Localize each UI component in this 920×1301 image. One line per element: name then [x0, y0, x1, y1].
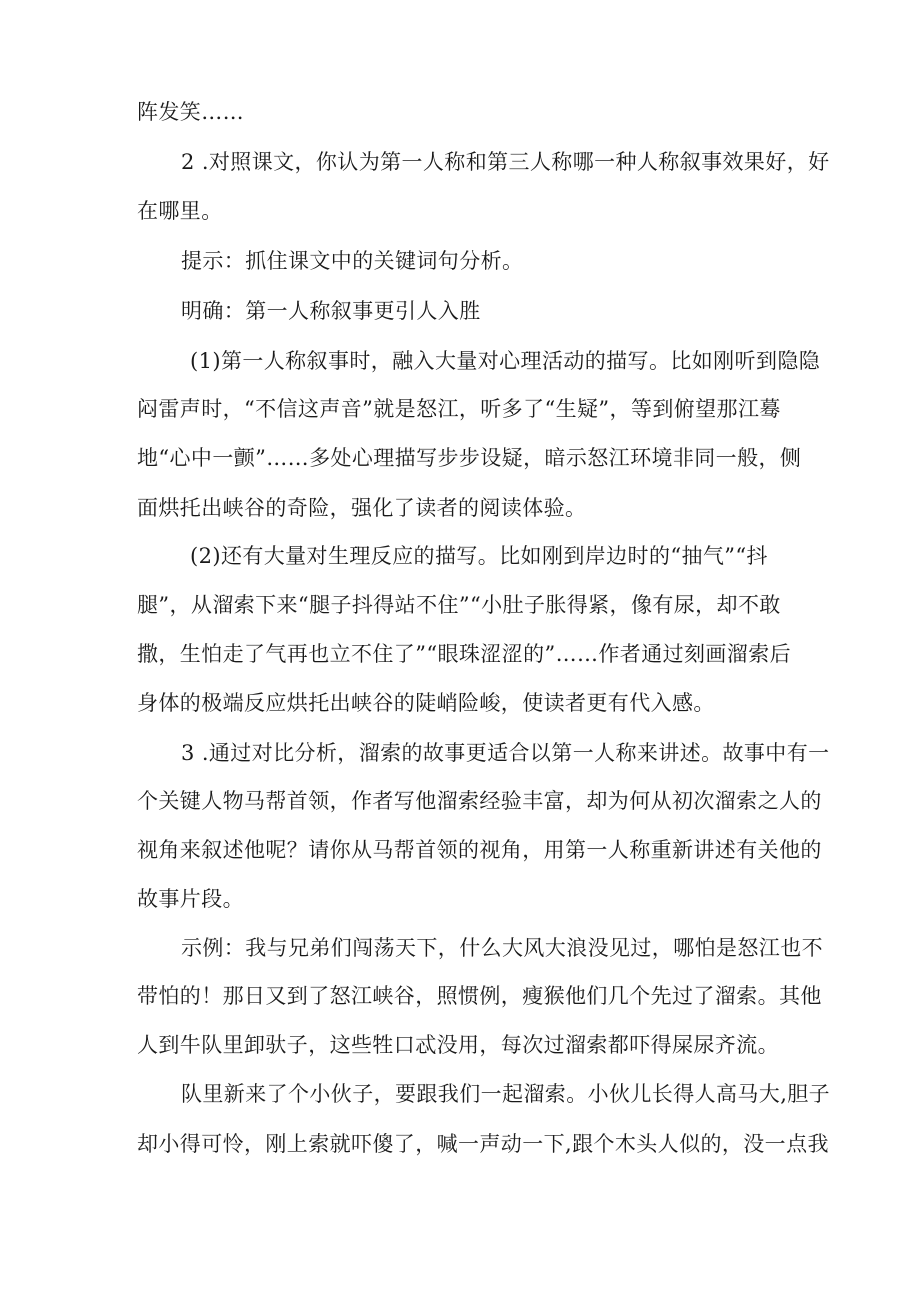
text-line: 身体的极端反应烘托出峡谷的陡峭险峻，使读者更有代入感。	[137, 691, 715, 715]
text-line: 闷雷声时，“不信这声音”就是怒江，听多了“生疑”，等到俯望那江蓦	[137, 397, 781, 421]
text-line: 视角来叙述他呢？请你从马帮首领的视角，用第一人称重新讲述有关他的	[137, 838, 822, 862]
text-line: 带怕的！那日又到了怒江峡谷，照惯例，瘦猴他们几个先过了溜索。其他	[137, 984, 822, 1008]
example-line: 示例：我与兄弟们闯荡天下，什么大风大浪没见过，哪怕是怒江也不	[181, 936, 823, 960]
question-2-line: 2 .对照课文，你认为第一人称和第三人称哪一种人称叙事效果好，好	[181, 150, 830, 174]
text-line: 在哪里。	[137, 199, 223, 223]
text-line: 撒，生怕走了气再也立不住了”“眼珠涩涩的”……作者通过刻画溜索后	[137, 642, 792, 666]
point-2-line: (2)还有大量对生理反应的描写。比如刚到岸边时的“抽气”“抖	[190, 544, 768, 568]
text-line: 人到牛队里卸驮子，这些牲口忒没用，每次过溜索都吓得屎尿齐流。	[137, 1033, 779, 1057]
question-3-line: 3 .通过对比分析，溜索的故事更适合以第一人称来讲述。故事中有一	[181, 741, 830, 765]
text-line: 故事片段。	[137, 887, 244, 911]
text-line: 个关键人物马帮首领，作者写他溜索经验丰富，却为何从初次溜索之人的	[137, 789, 822, 813]
text-line: 阵发笑……	[137, 100, 244, 124]
text-line: 面烘托出峡谷的奇险，强化了读者的阅读体验。	[137, 496, 587, 520]
answer-line: 明确：第一人称叙事更引人入胜	[181, 299, 481, 323]
text-line: 腿”，从溜索下来“腿子抖得站不住”“小肚子胀得紧，像有尿，却不敢	[137, 593, 781, 617]
hint-line: 提示：抓住课文中的关键词句分析。	[181, 249, 524, 273]
point-1-line: (1)第一人称叙事时，融入大量对心理活动的描写。比如刚听到隐隐	[190, 349, 821, 373]
paragraph-start-line: 队里新来了个小伙子，要跟我们一起溜索。小伙儿长得人高马大,胆子	[181, 1082, 831, 1106]
text-line: 地“心中一颤”……多处心理描写步步设疑，暗示怒江环境非同一般，侧	[137, 446, 802, 470]
text-line: 却小得可怜，刚上索就吓傻了，喊一声动一下,跟个木头人似的，没一点我	[137, 1132, 829, 1156]
